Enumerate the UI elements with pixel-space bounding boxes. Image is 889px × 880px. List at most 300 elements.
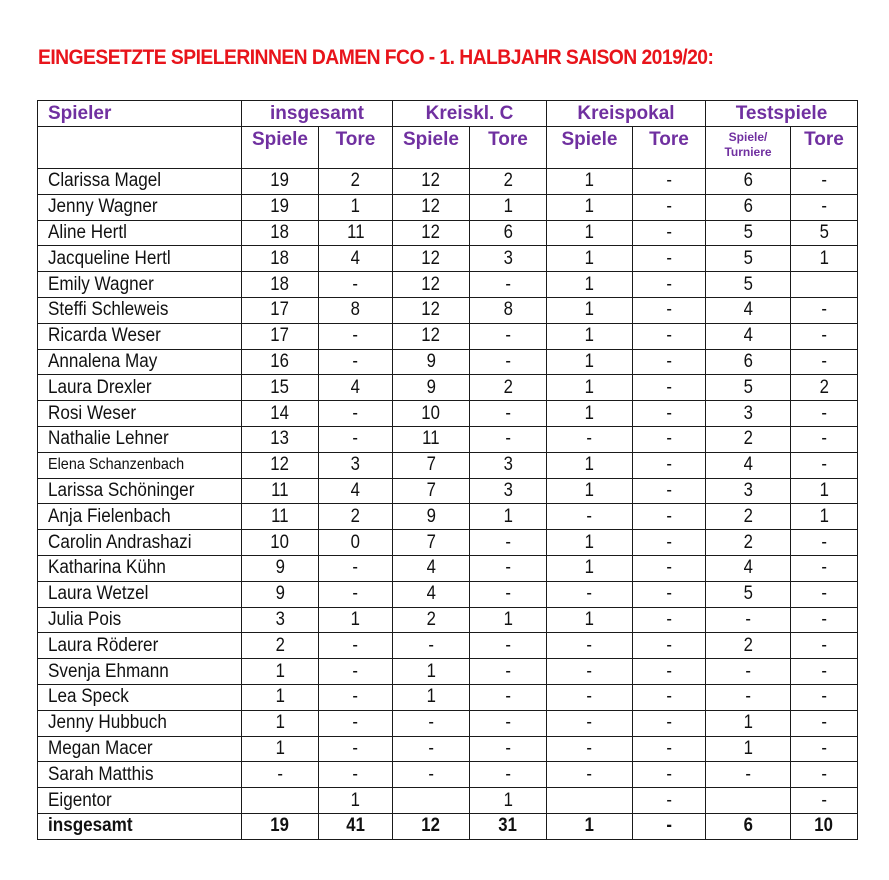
cup-goals-cell	[633, 633, 706, 659]
total-games-value: 11	[271, 479, 289, 501]
friendly-games-value: 4	[743, 325, 753, 347]
cup-goals-value: -	[666, 273, 672, 295]
total-goals-cell	[319, 169, 393, 195]
friendly-goals-value: -	[821, 634, 827, 656]
league-goals-value: 3	[503, 479, 513, 501]
league-goals-cell	[470, 323, 547, 349]
friendly-games-value: 5	[743, 583, 753, 605]
player-name-text: Larissa Schöninger	[48, 479, 195, 501]
cup-games-value: -	[586, 428, 593, 450]
total-goals-value: 41	[346, 815, 365, 837]
table-row	[38, 169, 858, 195]
player-name	[38, 762, 242, 788]
league-games-cell	[393, 426, 470, 452]
friendly-games-cell	[706, 659, 791, 685]
league-goals-cell	[470, 452, 547, 478]
league-games-value: -	[428, 634, 434, 656]
cup-goals-cell	[633, 478, 706, 504]
cup-goals-cell	[633, 736, 706, 762]
friendly-games-cell	[706, 272, 791, 298]
cup-games-value: 1	[584, 221, 595, 243]
cup-games-value: 1	[584, 247, 595, 269]
league-games-cell	[393, 375, 470, 401]
cup-games-value: -	[586, 660, 593, 682]
friendly-goals-cell	[791, 297, 858, 323]
friendly-goals-cell	[791, 194, 858, 220]
friendly-goals-cell	[791, 710, 858, 736]
cup-games-value: -	[586, 763, 593, 785]
friendly-goals-value: -	[821, 454, 827, 476]
total-games-cell	[242, 530, 319, 556]
player-name	[38, 349, 242, 375]
cup-games-cell	[547, 272, 633, 298]
friendly-games-value: 4	[743, 299, 753, 321]
total-games-cell	[242, 607, 319, 633]
friendly-goals-cell	[791, 762, 858, 788]
friendly-goals-cell	[791, 272, 858, 298]
table-row	[38, 659, 858, 685]
friendly-games-cell	[706, 349, 791, 375]
total-goals-value: 3	[350, 454, 361, 476]
cup-games-cell	[547, 426, 633, 452]
cup-goals-cell	[633, 762, 706, 788]
total-goals-cell	[319, 607, 393, 633]
friendly-goals-cell	[791, 581, 858, 607]
league-games-cell	[393, 581, 470, 607]
total-games-cell	[242, 246, 319, 272]
league-goals-cell	[470, 555, 547, 581]
cup-games-value: 1	[584, 299, 595, 321]
cup-goals-value: -	[666, 325, 672, 347]
player-name	[38, 246, 242, 272]
cup-games-cell	[547, 220, 633, 246]
total-goals-cell	[319, 375, 393, 401]
total-goals-value: -	[352, 583, 359, 605]
total-games-value: 3	[275, 608, 285, 630]
cup-goals-value: -	[666, 170, 672, 192]
league-goals-cell	[470, 659, 547, 685]
table-row	[38, 762, 858, 788]
friendly-games-cell	[706, 813, 791, 839]
cup-games-cell	[547, 607, 633, 633]
player-name	[38, 297, 242, 323]
total-goals-cell	[319, 478, 393, 504]
friendly-goals-cell	[791, 788, 858, 814]
cup-games-cell	[547, 401, 633, 427]
friendly-goals-cell	[791, 323, 858, 349]
friendly-goals-value: -	[821, 763, 827, 785]
total-goals-cell	[319, 710, 393, 736]
league-games-cell	[393, 478, 470, 504]
cup-goals-value: -	[666, 815, 672, 837]
league-goals-cell	[470, 272, 547, 298]
player-name-text: Clarissa Magel	[48, 170, 162, 192]
table-row	[38, 246, 858, 272]
friendly-goals-cell	[791, 736, 858, 762]
friendly-goals-cell	[791, 530, 858, 556]
league-goals-cell	[470, 478, 547, 504]
total-games-cell	[242, 659, 319, 685]
header-sub-goals: Tore	[319, 127, 393, 169]
league-goals-cell	[470, 349, 547, 375]
friendly-goals-value: -	[821, 325, 827, 347]
player-name	[38, 169, 242, 195]
friendly-games-value: 2	[743, 428, 753, 450]
table-row	[38, 375, 858, 401]
league-games-cell	[393, 530, 470, 556]
table-row	[38, 272, 858, 298]
league-games-value: 12	[421, 273, 441, 295]
total-games-cell	[242, 504, 319, 530]
league-games-value: 12	[421, 170, 441, 192]
cup-games-cell	[547, 762, 633, 788]
total-goals-value: 4	[350, 376, 361, 398]
total-goals-cell	[319, 581, 393, 607]
header-row-groups	[38, 101, 858, 127]
player-name	[38, 220, 242, 246]
cup-goals-value: -	[666, 196, 672, 218]
friendly-goals-value: -	[821, 402, 827, 424]
header-group-friendlies: Testspiele	[706, 101, 858, 127]
cup-goals-cell	[633, 788, 706, 814]
total-games-value: 9	[275, 583, 285, 605]
total-games-value: 1	[275, 686, 285, 708]
cup-goals-cell	[633, 194, 706, 220]
total-goals-value: 2	[350, 170, 361, 192]
total-goals-cell	[319, 452, 393, 478]
cup-games-cell	[547, 452, 633, 478]
table-row	[38, 530, 858, 556]
cup-goals-value: -	[666, 583, 672, 605]
player-name-text: Rosi Weser	[48, 402, 137, 424]
cup-games-cell	[547, 246, 633, 272]
total-goals-cell	[319, 762, 393, 788]
cup-goals-value: -	[666, 402, 672, 424]
friendly-goals-value: 1	[819, 247, 829, 269]
total-goals-value: 1	[350, 196, 361, 218]
cup-goals-value: -	[666, 712, 672, 734]
total-games-value: -	[277, 763, 283, 785]
player-name-text: Elena Schanzenbach	[48, 456, 185, 474]
cup-goals-cell	[633, 607, 706, 633]
table-row	[38, 788, 858, 814]
league-games-value: 10	[421, 402, 441, 424]
league-goals-cell	[470, 401, 547, 427]
header-sub-goals: Tore	[633, 127, 706, 169]
total-games-cell	[242, 426, 319, 452]
total-goals-cell	[319, 530, 393, 556]
player-name-text: Lea Speck	[48, 686, 129, 708]
table-row	[38, 684, 858, 710]
player-name	[38, 530, 242, 556]
league-goals-cell	[470, 581, 547, 607]
cup-games-value: 1	[584, 479, 595, 501]
friendly-goals-value: 1	[819, 505, 829, 527]
cup-goals-value: -	[666, 350, 672, 372]
league-games-cell	[393, 272, 470, 298]
cup-goals-value: -	[666, 557, 672, 579]
league-games-value: 7	[426, 454, 436, 476]
cup-games-value: 1	[584, 196, 595, 218]
total-games-value: 17	[270, 299, 290, 321]
league-goals-cell	[470, 710, 547, 736]
cup-games-cell	[547, 555, 633, 581]
total-games-value: 1	[275, 660, 285, 682]
cup-goals-cell	[633, 401, 706, 427]
total-goals-cell	[319, 684, 393, 710]
friendly-goals-cell	[791, 504, 858, 530]
total-games-value: 19	[270, 170, 290, 192]
friendly-games-value: 4	[743, 454, 753, 476]
total-games-value: 16	[270, 350, 290, 372]
cup-games-value: -	[586, 737, 593, 759]
player-name	[38, 581, 242, 607]
total-goals-cell	[319, 736, 393, 762]
friendly-goals-cell	[791, 169, 858, 195]
friendly-games-cell	[706, 736, 791, 762]
league-games-cell	[393, 788, 470, 814]
table-row	[38, 478, 858, 504]
player-name-text: Eigentor	[48, 789, 112, 811]
header-group-cup: Kreispokal	[547, 101, 706, 127]
header-group-total: insgesamt	[242, 101, 393, 127]
table-row	[38, 297, 858, 323]
league-games-value: 1	[426, 660, 436, 682]
player-name	[38, 555, 242, 581]
league-goals-value: -	[505, 402, 511, 424]
league-goals-value: 3	[503, 454, 513, 476]
league-games-cell	[393, 452, 470, 478]
league-games-cell	[393, 555, 470, 581]
cup-goals-cell	[633, 323, 706, 349]
total-games-cell	[242, 813, 319, 839]
player-name	[38, 633, 242, 659]
cup-goals-cell	[633, 504, 706, 530]
player-name	[38, 478, 242, 504]
player-name	[38, 426, 242, 452]
player-name	[38, 194, 242, 220]
cup-goals-cell	[633, 426, 706, 452]
total-games-value: 19	[270, 815, 290, 837]
league-games-value: 2	[426, 608, 436, 630]
total-games-cell	[242, 375, 319, 401]
league-games-cell	[393, 710, 470, 736]
friendly-games-value: 5	[743, 247, 753, 269]
league-games-cell	[393, 659, 470, 685]
league-goals-value: -	[505, 686, 511, 708]
friendly-games-cell	[706, 684, 791, 710]
cup-games-value: 1	[584, 170, 595, 192]
total-goals-value: -	[352, 712, 359, 734]
friendly-goals-value: -	[821, 531, 827, 553]
league-games-cell	[393, 349, 470, 375]
cup-games-value: 1	[584, 273, 595, 295]
friendly-games-cell	[706, 504, 791, 530]
total-games-cell	[242, 478, 319, 504]
friendly-goals-value: -	[821, 789, 827, 811]
header-sub-games: Spiele	[242, 127, 319, 169]
player-name-text: Jacqueline Hertl	[48, 247, 171, 269]
friendly-games-value: 6	[743, 196, 753, 218]
league-games-value: 12	[421, 196, 441, 218]
cup-goals-cell	[633, 530, 706, 556]
league-games-value: -	[428, 737, 434, 759]
cup-games-value: 1	[584, 325, 595, 347]
league-games-cell	[393, 246, 470, 272]
league-goals-cell	[470, 813, 547, 839]
player-name-text: Laura Drexler	[48, 376, 152, 398]
total-goals-value: 2	[350, 505, 361, 527]
league-goals-cell	[470, 633, 547, 659]
friendly-goals-value: -	[821, 557, 827, 579]
table-row	[38, 452, 858, 478]
player-name-text: Carolin Andrashazi	[48, 531, 192, 553]
total-goals-value: -	[352, 273, 359, 295]
cup-goals-cell	[633, 349, 706, 375]
total-games-value: 9	[275, 557, 285, 579]
player-name	[38, 452, 242, 478]
header-sub-games: Spiele	[393, 127, 470, 169]
league-goals-value: 1	[503, 505, 513, 527]
friendly-games-value: 6	[743, 815, 753, 837]
total-goals-value: 4	[350, 247, 361, 269]
friendly-games-cell	[706, 452, 791, 478]
friendly-games-cell	[706, 401, 791, 427]
league-goals-value: 31	[498, 815, 518, 837]
league-games-value: 12	[421, 325, 441, 347]
friendly-goals-value: -	[821, 428, 827, 450]
cup-goals-cell	[633, 710, 706, 736]
cup-goals-value: -	[666, 660, 672, 682]
friendly-goals-value: 10	[814, 815, 834, 837]
total-games-cell	[242, 323, 319, 349]
league-games-value: 12	[421, 247, 441, 269]
league-games-value: 11	[422, 428, 440, 450]
league-goals-value: -	[505, 660, 511, 682]
total-games-value: 18	[270, 273, 290, 295]
cup-goals-value: -	[666, 686, 672, 708]
friendly-goals-value: 1	[819, 479, 829, 501]
total-games-value: 18	[270, 221, 290, 243]
total-games-cell	[242, 555, 319, 581]
cup-goals-cell	[633, 555, 706, 581]
friendly-goals-cell	[791, 607, 858, 633]
league-games-value: 12	[421, 815, 441, 837]
league-games-cell	[393, 607, 470, 633]
friendly-goals-value: -	[821, 196, 827, 218]
cup-games-cell	[547, 375, 633, 401]
cup-games-cell	[547, 684, 633, 710]
table-row	[38, 504, 858, 530]
cup-goals-value: -	[666, 376, 672, 398]
league-games-value: 12	[421, 221, 441, 243]
player-name	[38, 504, 242, 530]
league-goals-cell	[470, 788, 547, 814]
league-goals-value: -	[505, 763, 511, 785]
cup-goals-cell	[633, 246, 706, 272]
league-goals-value: 1	[503, 789, 513, 811]
header-sub-goals: Tore	[791, 127, 858, 169]
cup-goals-cell	[633, 297, 706, 323]
league-games-value: 9	[426, 505, 436, 527]
total-goals-cell	[319, 220, 393, 246]
header-empty	[38, 127, 242, 169]
friendly-games-cell	[706, 478, 791, 504]
total-games-value: 18	[270, 247, 290, 269]
friendly-goals-cell	[791, 684, 858, 710]
total-goals-value: 1	[350, 608, 361, 630]
cup-goals-value: -	[666, 737, 672, 759]
total-goals-value: 11	[346, 221, 365, 243]
total-goals-cell	[319, 297, 393, 323]
total-goals-cell	[319, 813, 393, 839]
total-games-cell	[242, 684, 319, 710]
total-games-value: 2	[275, 634, 285, 656]
league-goals-cell	[470, 607, 547, 633]
total-games-cell	[242, 194, 319, 220]
total-goals-value: 8	[350, 299, 361, 321]
player-name-text: Annalena May	[48, 350, 158, 372]
league-goals-cell	[470, 736, 547, 762]
cup-goals-cell	[633, 684, 706, 710]
total-goals-cell	[319, 788, 393, 814]
league-games-value: 4	[426, 583, 436, 605]
cup-goals-value: -	[666, 763, 672, 785]
player-name	[38, 607, 242, 633]
league-games-value: 12	[421, 299, 441, 321]
friendly-goals-value: 5	[819, 221, 829, 243]
total-goals-value: -	[352, 686, 359, 708]
friendly-games-value: -	[745, 608, 751, 630]
friendly-games-value: 2	[743, 531, 753, 553]
league-goals-cell	[470, 426, 547, 452]
table-row	[38, 220, 858, 246]
league-goals-value: -	[505, 557, 511, 579]
total-goals-value: 0	[350, 531, 361, 553]
total-goals-cell	[319, 401, 393, 427]
cup-goals-value: -	[666, 634, 672, 656]
league-games-cell	[393, 220, 470, 246]
player-name	[38, 401, 242, 427]
cup-games-value: 1	[584, 402, 595, 424]
cup-goals-cell	[633, 659, 706, 685]
cup-games-value: 1	[584, 376, 595, 398]
total-goals-value: -	[352, 428, 359, 450]
cup-games-value: -	[586, 505, 593, 527]
cup-goals-cell	[633, 581, 706, 607]
friendly-games-value: -	[745, 763, 751, 785]
cup-goals-value: -	[666, 608, 672, 630]
league-games-cell	[393, 633, 470, 659]
total-games-cell	[242, 349, 319, 375]
league-goals-value: -	[505, 583, 511, 605]
cup-games-value: 1	[584, 454, 595, 476]
league-goals-cell	[470, 762, 547, 788]
friendly-games-cell	[706, 788, 791, 814]
total-games-value: 1	[275, 712, 285, 734]
friendly-games-value: -	[745, 686, 751, 708]
total-goals-cell	[319, 323, 393, 349]
table-row	[38, 607, 858, 633]
cup-goals-cell	[633, 272, 706, 298]
header-row-sub	[38, 127, 858, 169]
total-games-cell	[242, 788, 319, 814]
total-games-value: 14	[270, 402, 290, 424]
cup-goals-cell	[633, 169, 706, 195]
player-name-text: insgesamt	[48, 815, 133, 837]
total-games-cell	[242, 272, 319, 298]
league-games-value: 7	[426, 479, 436, 501]
